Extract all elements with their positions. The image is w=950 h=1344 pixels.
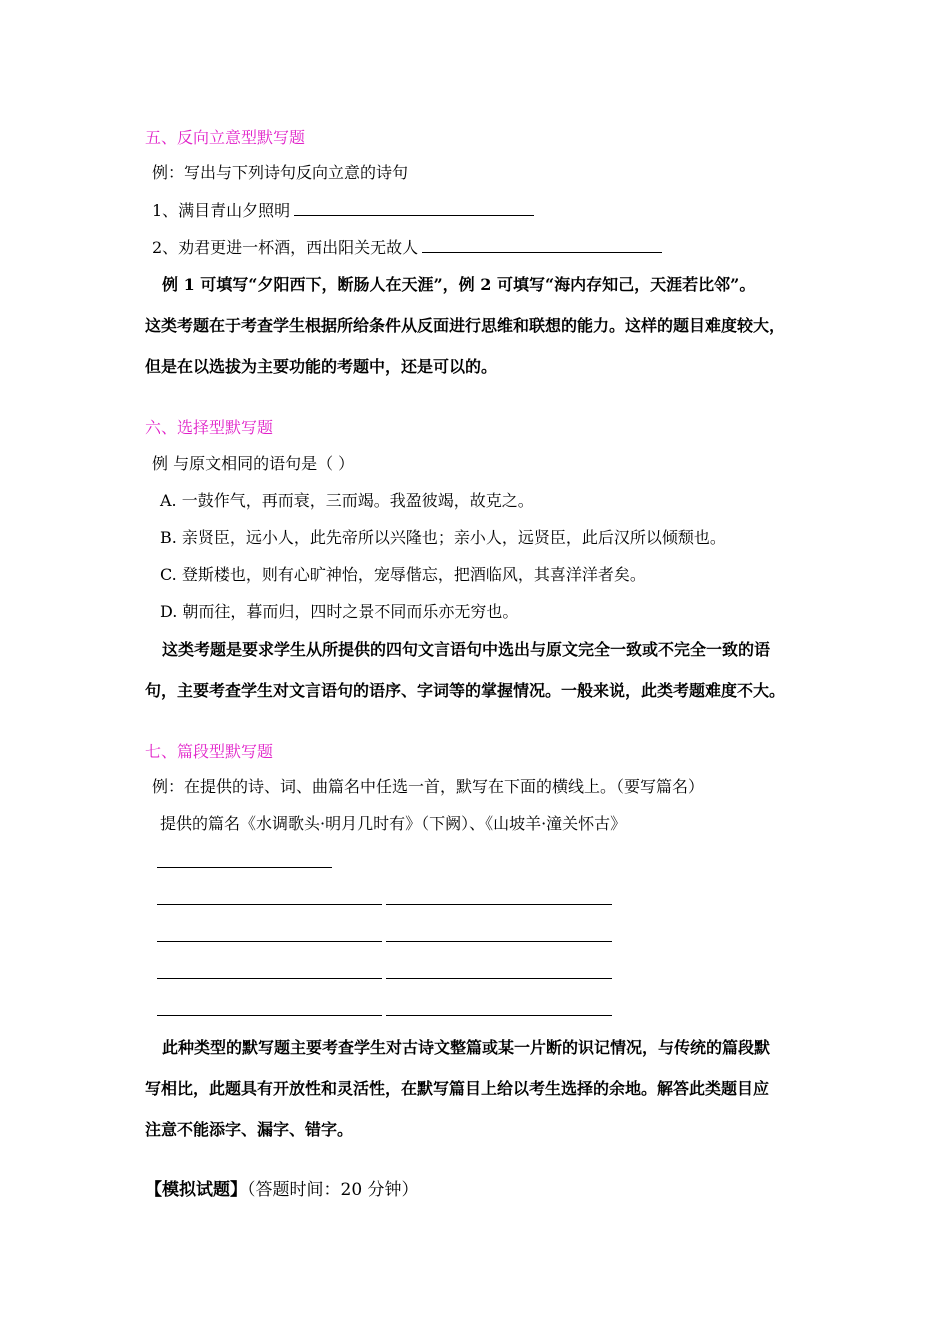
section7-explanation-line: 写相比，此题具有开放性和灵活性，在默写篇目上给以考生选择的余地。解答此类题目应 [145, 1079, 770, 1098]
option-b: B. 亲贤臣，远小人，此先帝所以兴隆也；亲小人，远贤臣，此后汉所以倾颓也。 [160, 528, 726, 547]
mock-test-time: （答题时间：20 分钟） [247, 1180, 419, 1200]
section5-explanation-line: 但是在以选拔为主要功能的考题中，还是可以的。 [145, 357, 498, 376]
section5-explanation-line: 例 1 可填写“夕阳西下，断肠人在天涯”，例 2 可填写“海内存知己，天涯若比邻”。 [162, 275, 756, 294]
section6-example-intro: 例 与原文相同的语句是（ ） [152, 454, 355, 473]
section7-heading: 七、篇段型默写题 [145, 742, 274, 761]
answer-blank [157, 1015, 382, 1016]
answer-blank [386, 941, 612, 942]
option-a: A. 一鼓作气，再而衰，三而竭。我盈彼竭，故克之。 [160, 491, 534, 510]
answer-blank [422, 237, 662, 253]
answer-blank [294, 200, 534, 216]
answer-blank [157, 941, 382, 942]
answer-blank [386, 978, 612, 979]
section6-heading: 六、选择型默写题 [145, 418, 274, 437]
section7-explanation-line: 此种类型的默写题主要考查学生对古诗文整篇或某一片断的识记情况，与传统的篇段默 [162, 1038, 771, 1057]
section6-explanation-line: 这类考题是要求学生从所提供的四句文言语句中选出与原文完全一致或不完全一致的语 [162, 640, 771, 659]
option-d: D. 朝而往，暮而归，四时之景不同而乐亦无穷也。 [160, 602, 519, 621]
section5-question-1: 1、满目青山夕照明 [152, 200, 534, 221]
section6-explanation-line: 句，主要考查学生对文言语句的语序、字词等的掌握情况。一般来说，此类考题难度不大。 [145, 681, 786, 700]
option-c: C. 登斯楼也，则有心旷神怡，宠辱偕忘，把酒临风，其喜洋洋者矣。 [160, 565, 646, 584]
provided-titles: 提供的篇名《水调歌头·明月几时有》（下阙）、《山坡羊·潼关怀古》 [160, 814, 627, 833]
section7-explanation-line: 注意不能添字、漏字、错字。 [145, 1120, 354, 1139]
answer-blank [386, 904, 612, 905]
section5-explanation-line: 这类考题在于考查学生根据所给条件从反面进行思维和联想的能力。这样的题目难度较大， [145, 316, 786, 335]
section7-example-intro: 例：在提供的诗、词、曲篇名中任选一首，默写在下面的横线上。（要写篇名） [152, 777, 705, 796]
section5-example-intro: 例：写出与下列诗句反向立意的诗句 [152, 163, 409, 182]
answer-blank [386, 1015, 612, 1016]
section5-heading: 五、反向立意型默写题 [145, 128, 306, 147]
answer-blank [157, 978, 382, 979]
answer-blank [157, 904, 382, 905]
answer-blank [157, 867, 332, 868]
mock-test-title: 【模拟试题】 [145, 1180, 247, 1200]
mock-test-heading [145, 1180, 419, 1200]
section5-question-2: 2、劝君更进一杯酒，西出阳关无故人 [152, 237, 662, 258]
